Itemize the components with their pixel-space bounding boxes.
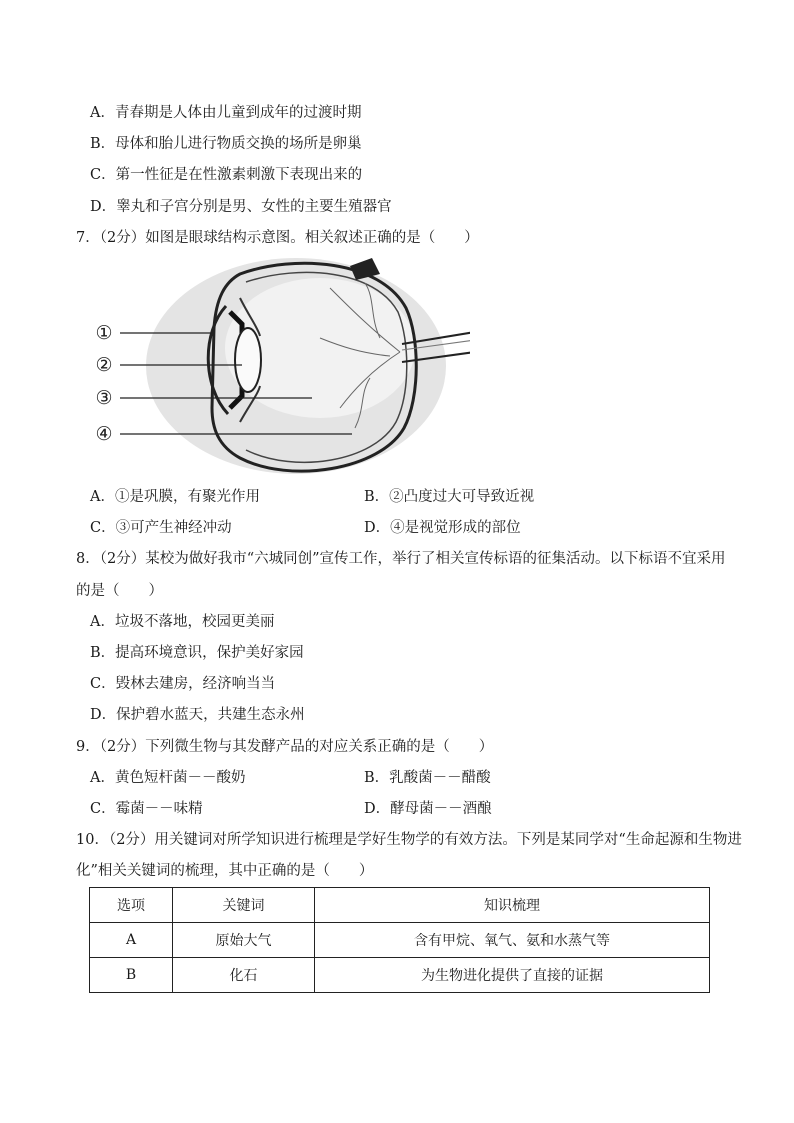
q9-option-a: A．黄色短杆菌－－酸奶 — [90, 770, 246, 786]
q8-option-a: A．垃圾不落地，校园更美丽 — [90, 614, 275, 630]
diagram-label-4: ④ — [95, 423, 113, 445]
q7-option-c: C．③可产生神经冲动 — [90, 520, 232, 536]
table-cell: 含有甲烷、氧气、氨和水蒸气等 — [315, 923, 710, 958]
q10-stem-line1: 10．（2分）用关键词对所学知识进行梳理是学好生物学的有效方法。下列是某同学对“生命起源和生物进 — [76, 832, 742, 848]
q8-stem-line2: 的是（ ） — [76, 583, 163, 599]
table-row — [90, 923, 710, 958]
table-header-cell: 关键词 — [173, 888, 315, 923]
table-cell: A — [90, 923, 173, 958]
q6-option-b: B．母体和胎儿进行物质交换的场所是卵巢 — [90, 136, 362, 152]
q6-option-a: A．青春期是人体由儿童到成年的过渡时期 — [90, 105, 362, 121]
table-header-row — [90, 888, 710, 923]
q9-option-b: B．乳酸菌－－醋酸 — [364, 770, 491, 786]
q7-stem: 7．（2分）如图是眼球结构示意图。相关叙述正确的是（ ） — [76, 230, 479, 246]
q8-option-c: C．毁林去建房，经济响当当 — [90, 676, 276, 692]
table-header-cell: 选项 — [90, 888, 173, 923]
q8-option-d: D．保护碧水蓝天，共建生态永州 — [90, 707, 305, 723]
q9-option-c: C．霉菌－－味精 — [90, 801, 203, 817]
keyword-table — [89, 887, 710, 993]
table-cell: B — [90, 958, 173, 993]
q6-option-d: D．睾丸和子宫分别是男、女性的主要生殖器官 — [90, 199, 392, 215]
q6-option-c: C．第一性征是在性激素刺激下表现出来的 — [90, 167, 363, 183]
q7-option-d: D．④是视觉形成的部位 — [364, 520, 521, 536]
diagram-label-2: ② — [95, 354, 113, 376]
eye-structure-diagram — [90, 258, 470, 480]
table-cell: 化石 — [173, 958, 315, 993]
diagram-label-3: ③ — [95, 387, 113, 409]
q7-option-a: A．①是巩膜，有聚光作用 — [90, 489, 260, 505]
table-header-cell: 知识梳理 — [315, 888, 710, 923]
q8-stem-line1: 8．（2分）某校为做好我市“六城同创”宣传工作，举行了相关宣传标语的征集活动。以下标语不宜采用 — [76, 551, 726, 567]
diagram-label-1: ① — [95, 322, 113, 344]
q7-option-b: B．②凸度过大可导致近视 — [364, 489, 535, 505]
table-cell: 原始大气 — [173, 923, 315, 958]
table-row — [90, 958, 710, 993]
q9-option-d: D．酵母菌－－酒酿 — [364, 801, 492, 817]
q8-option-b: B．提高环境意识，保护美好家园 — [90, 645, 304, 661]
table-cell: 为生物进化提供了直接的证据 — [315, 958, 710, 993]
q10-stem-line2: 化”相关关键词的梳理，其中正确的是（ ） — [76, 863, 374, 879]
q9-stem: 9．（2分）下列微生物与其发酵产品的对应关系正确的是（ ） — [76, 739, 494, 755]
